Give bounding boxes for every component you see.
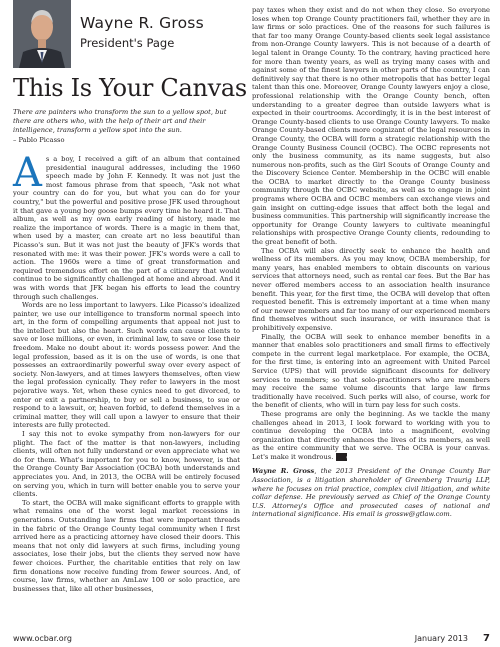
bio-text: , the 2013 President of the Orange County Bar Association, is a litigation shareholder of Greenberg Traurig LLP, where he focuses on trial practice, complex civil litigation, and white collar defense. He previously served as Chief of the Orange County U.S. Attorney's Office and prosecuted cases of national and international significance. His email is grossw@gtlaw.com. bbox=[252, 467, 490, 519]
body-paragraph: These programs are only the beginning. As we tackle the many challenges ahead in 2013, I look forward to working with you to continue developing the OCBA into a magnificent, evolving organization that directly enhances the lives of its members, as well as the entire community that we serve. The OCBA is your canvas. Let's make it wondrous. OCBA bbox=[252, 409, 490, 461]
page-footer bbox=[13, 634, 490, 646]
author-name: Wayne R. Gross bbox=[80, 14, 204, 32]
page-number: 7 bbox=[483, 633, 490, 644]
body-paragraph: I say this not to evoke sympathy from non-lawyers for our plight. The fact of the matter is that non-lawyers, including clients, will often not fully understand or even appreciate what we do for them. What's important for you to know, however, is that the Orange County Bar Association (OCBA) both understands and appreciates you. And, in 2013, the OCBA will be entirely focused on serving you, which in turn will better enable you to serve your clients. bbox=[13, 430, 240, 499]
body-paragraph: To start, the OCBA will make significant efforts to grapple with what remains one of the worst legal market recessions in generations. Outstanding law firms that were important threads in the fabric of the Orange County legal community when I first arrived here as a practicing attorney have closed their doors. This means that not only did lawyers at such firms, including young associates, lose their jobs, but the clients they served now have fewer choices. Further, the charitable entities that rely on law firm donations now receive funding from fewer sources. And, of course, law firms, whether an AmLaw 100 or solo practice, are businesses that, like all other businesses, bbox=[13, 498, 240, 593]
footer-date: January 2013 bbox=[414, 634, 468, 643]
drop-cap: A bbox=[13, 150, 42, 196]
body-paragraph: Finally, the OCBA will seek to enhance member benefits in a manner that enables solo practitioners and small firms to effectively compete in the current legal marketplace. For example, the OCBA, for the first time, is entering into an agreement with United Parcel Service (UPS) that will provide significant discounts for delivery services to members; so that solo-practitioners who are members may receive the same volume discounts that large law firms traditionally have received. Such perks will also, of course, work for the benefit of clients, who will in turn pay less for such costs. bbox=[252, 332, 490, 410]
author-role: President's Page bbox=[80, 36, 175, 50]
left-column bbox=[13, 0, 247, 630]
body-paragraph: pay taxes when they exist and do not when they close. So everyone loses when top Orange County practitioners fail, whether they are in law firms or solo practices. One of the reasons for such failures is that far too many Orange County-based clients seek legal assistance from non-Orange County lawyers. This is not because of a dearth of legal talent in Orange County. To the contrary, having practiced here for more than twenty years, as well as trying many cases with and against some of the finest lawyers in other parts of the country, I can definitively say that there is no other metropolis that has better legal talent than this one. Moreover, Orange County lawyers enjoy a close, professional relationship with the Orange County bench, often understanding to a greater degree than outside lawyers what is expected in their courtrooms. Accordingly, it is in the best interest of Orange County-based clients to use Orange County lawyers. To make Orange County-based clients more cognizant of the legal resources in Orange County, the OCBA will form a strategic relationship with the Orange County Business Council (OCBC). The OCBC represents not only the business community, as its name suggests, but also numerous non-profits, such as the Girl Scouts of Orange County and the Discovery Science Center. Membership in the OCBC will enable the OCBA to market directly to the Orange County business community through the OCBC website, as well as to engage in joint programs where OCBA and OCBC members can exchange views and gain insight on cutting-edge issues that affect both the legal and business communities. This partnership will significantly increase the opportunity for Orange County lawyers to cultivate meaningful relationships with prospective Orange County clients, redounding to the great benefit of both. bbox=[252, 6, 490, 247]
epigraph-author: – Pablo Picasso bbox=[13, 136, 65, 144]
body-paragraph: Words are no less important to lawyers. Like Picasso's idealized painter, we use our intelligence to transform normal speech into art, in the form of compelling arguments that appeal not just to the intellect but also the heart. Such words can cause clients to save or lose millions, or even, in criminal law, to save or lose their freedom. Make no doubt about it: words possess power. And the legal profession, based as it is on the use of words, is one that possesses an extraordinarily powerful sway over every aspect of society. Non-lawyers, and at times lawyers themselves, often view the legal profession cynically. They refer to lawyers in the most pejorative ways. Yet, when these cynics need to get divorced, to enter or exit a partnership, to buy or sell a business, to sue or respond to a lawsuit, or, heaven forbid, to defend themselves in a criminal matter, they will call upon a lawyer to ensure that their interests are fully protected. bbox=[13, 301, 240, 430]
right-column bbox=[252, 6, 490, 630]
footer-url[interactable]: www.ocbar.org bbox=[13, 634, 72, 643]
epigraph-quote: There are painters who transform the sun to a yellow spot, but there are others who, with the help of their art and their intelligence, transform a yellow spot into the sun. bbox=[13, 108, 227, 134]
ocba-end-mark-icon: OCBA bbox=[336, 453, 347, 461]
bio-name: Wayne R. Gross bbox=[252, 467, 315, 476]
author-bio bbox=[252, 467, 490, 519]
article-body-right bbox=[252, 6, 490, 461]
body-paragraph: As a boy, I received a gift of an album that contained presidential inaugural addresses, including the 1960 speech made by John F. Kennedy. It was not just the most famous phrase from that speech, "Ask not what your country can do for you, but what you can do for your country," but the powerful and positive prose JFK used throughout it that gave a young boy goose bumps every time he heard it. That album, as well as my own early reading of history, made me realize the importance of words. There is a magic in them that, when used by a master, can create art no less beautiful than Picasso's sun. But it was not just the beauty of JFK's words that resonated with me: it was their power. JFK's words were a call to action. The 1960s were a time of great transformation and required tremendous effort on the part of a citizenry that would continue to be significantly challenged at home and abroad. And it was with words that JFK began his efforts to lead the country through such challenges. bbox=[13, 150, 240, 301]
article-title: This Is Your Canvas bbox=[13, 74, 247, 102]
article-header bbox=[13, 0, 240, 72]
author-photo bbox=[13, 0, 71, 68]
body-paragraph: The OCBA will also directly seek to enhance the health and wellness of its members. As you may know, OCBA membership, for many years, has enabled members to obtain discounts on various services that attorneys need, such as rental car fees. But the Bar has never offered members access to an association health insurance benefit. This year, for the first time, the OCBA will develop that often requested benefit. This is extremely important at a time when many of our newer members and far too many of our experienced members find themselves without such insurance, or with insurance that is prohibitively expensive. bbox=[252, 246, 490, 332]
article-body-left bbox=[13, 150, 240, 593]
